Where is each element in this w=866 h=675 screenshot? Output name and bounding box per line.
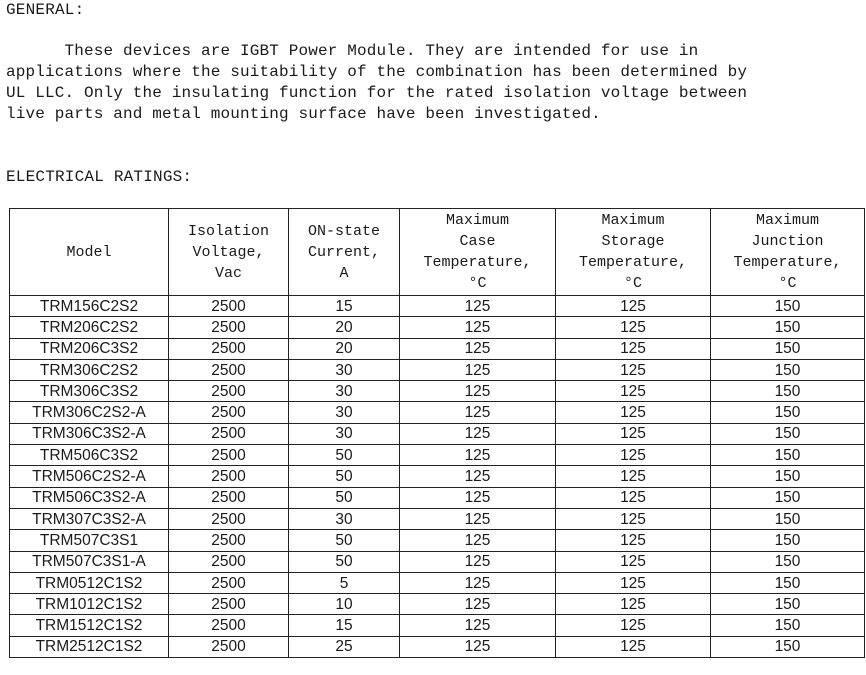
table-row xyxy=(10,594,865,615)
max-junction-temp-cell: 150 xyxy=(711,359,865,380)
on-state-current-cell: 30 xyxy=(289,381,400,402)
table-row xyxy=(10,296,865,317)
model-cell: TRM506C2S2-A xyxy=(10,466,169,487)
on-state-current-cell: 50 xyxy=(289,530,400,551)
table-row xyxy=(10,487,865,508)
max-case-temp-cell: 125 xyxy=(400,359,556,380)
isolation-voltage-cell: 2500 xyxy=(169,551,289,572)
model-cell: TRM1512C1S2 xyxy=(10,615,169,636)
table-body xyxy=(10,296,865,658)
paragraph-line: live parts and metal mounting surface have been investigated. xyxy=(6,105,601,123)
isolation-voltage-cell: 2500 xyxy=(169,508,289,529)
max-storage-temp-cell: 125 xyxy=(556,551,711,572)
isolation-voltage-cell: 2500 xyxy=(169,423,289,444)
max-storage-temp-cell: 125 xyxy=(556,466,711,487)
model-cell: TRM206C2S2 xyxy=(10,317,169,338)
max-junction-temp-cell: 150 xyxy=(711,338,865,359)
model-cell: TRM506C3S2-A xyxy=(10,487,169,508)
model-cell: TRM306C2S2-A xyxy=(10,402,169,423)
isolation-voltage-cell: 2500 xyxy=(169,487,289,508)
model-cell: TRM2512C1S2 xyxy=(10,636,169,657)
max-storage-temp-cell: 125 xyxy=(556,445,711,466)
max-junction-temp-cell: 150 xyxy=(711,317,865,338)
max-storage-temp-cell: 125 xyxy=(556,615,711,636)
electrical-ratings-table xyxy=(9,208,865,658)
max-junction-temp-cell: 150 xyxy=(711,381,865,402)
table-row xyxy=(10,359,865,380)
max-case-temp-cell: 125 xyxy=(400,381,556,402)
model-cell: TRM156C2S2 xyxy=(10,296,169,317)
max-case-temp-cell: 125 xyxy=(400,445,556,466)
column-header-max-junction-temperature: Maximum Junction Temperature, °C xyxy=(711,209,865,296)
max-case-temp-cell: 125 xyxy=(400,615,556,636)
table-row xyxy=(10,317,865,338)
column-header-max-storage-temperature: Maximum Storage Temperature, °C xyxy=(556,209,711,296)
isolation-voltage-cell: 2500 xyxy=(169,636,289,657)
on-state-current-cell: 50 xyxy=(289,466,400,487)
general-paragraph xyxy=(6,41,864,125)
max-junction-temp-cell: 150 xyxy=(711,530,865,551)
max-junction-temp-cell: 150 xyxy=(711,594,865,615)
isolation-voltage-cell: 2500 xyxy=(169,445,289,466)
max-junction-temp-cell: 150 xyxy=(711,402,865,423)
column-header-on-state-current: ON-state Current, A xyxy=(289,209,400,296)
model-cell: TRM206C3S2 xyxy=(10,338,169,359)
max-storage-temp-cell: 125 xyxy=(556,359,711,380)
model-cell: TRM306C2S2 xyxy=(10,359,169,380)
max-case-temp-cell: 125 xyxy=(400,508,556,529)
on-state-current-cell: 5 xyxy=(289,572,400,593)
isolation-voltage-cell: 2500 xyxy=(169,572,289,593)
model-cell: TRM307C3S2-A xyxy=(10,508,169,529)
on-state-current-cell: 30 xyxy=(289,402,400,423)
table-row xyxy=(10,381,865,402)
model-cell: TRM1012C1S2 xyxy=(10,594,169,615)
max-junction-temp-cell: 150 xyxy=(711,636,865,657)
max-storage-temp-cell: 125 xyxy=(556,338,711,359)
max-case-temp-cell: 125 xyxy=(400,572,556,593)
isolation-voltage-cell: 2500 xyxy=(169,615,289,636)
isolation-voltage-cell: 2500 xyxy=(169,296,289,317)
max-storage-temp-cell: 125 xyxy=(556,636,711,657)
max-storage-temp-cell: 125 xyxy=(556,594,711,615)
column-header-max-case-temperature: Maximum Case Temperature, °C xyxy=(400,209,556,296)
on-state-current-cell: 50 xyxy=(289,445,400,466)
max-case-temp-cell: 125 xyxy=(400,487,556,508)
table-row xyxy=(10,402,865,423)
table-row xyxy=(10,530,865,551)
isolation-voltage-cell: 2500 xyxy=(169,381,289,402)
max-case-temp-cell: 125 xyxy=(400,296,556,317)
on-state-current-cell: 15 xyxy=(289,615,400,636)
on-state-current-cell: 20 xyxy=(289,317,400,338)
max-junction-temp-cell: 150 xyxy=(711,296,865,317)
isolation-voltage-cell: 2500 xyxy=(169,466,289,487)
max-junction-temp-cell: 150 xyxy=(711,466,865,487)
max-junction-temp-cell: 150 xyxy=(711,508,865,529)
max-case-temp-cell: 125 xyxy=(400,423,556,444)
isolation-voltage-cell: 2500 xyxy=(169,530,289,551)
table-row xyxy=(10,423,865,444)
max-junction-temp-cell: 150 xyxy=(711,551,865,572)
max-junction-temp-cell: 150 xyxy=(711,423,865,444)
model-cell: TRM507C3S1 xyxy=(10,530,169,551)
table-row xyxy=(10,572,865,593)
model-cell: TRM306C3S2-A xyxy=(10,423,169,444)
max-storage-temp-cell: 125 xyxy=(556,296,711,317)
model-cell: TRM0512C1S2 xyxy=(10,572,169,593)
on-state-current-cell: 30 xyxy=(289,508,400,529)
max-case-temp-cell: 125 xyxy=(400,338,556,359)
on-state-current-cell: 20 xyxy=(289,338,400,359)
on-state-current-cell: 25 xyxy=(289,636,400,657)
general-heading: GENERAL: xyxy=(6,1,85,19)
max-case-temp-cell: 125 xyxy=(400,594,556,615)
max-case-temp-cell: 125 xyxy=(400,551,556,572)
on-state-current-cell: 15 xyxy=(289,296,400,317)
column-header-model: Model xyxy=(10,209,169,296)
max-case-temp-cell: 125 xyxy=(400,530,556,551)
on-state-current-cell: 50 xyxy=(289,487,400,508)
max-case-temp-cell: 125 xyxy=(400,466,556,487)
max-junction-temp-cell: 150 xyxy=(711,615,865,636)
paragraph-line: UL LLC. Only the insulating function for the rated isolation voltage between xyxy=(6,84,748,102)
on-state-current-cell: 30 xyxy=(289,423,400,444)
max-storage-temp-cell: 125 xyxy=(556,381,711,402)
isolation-voltage-cell: 2500 xyxy=(169,594,289,615)
max-storage-temp-cell: 125 xyxy=(556,423,711,444)
on-state-current-cell: 50 xyxy=(289,551,400,572)
table-row xyxy=(10,445,865,466)
max-case-temp-cell: 125 xyxy=(400,636,556,657)
model-cell: TRM507C3S1-A xyxy=(10,551,169,572)
table-row xyxy=(10,636,865,657)
isolation-voltage-cell: 2500 xyxy=(169,402,289,423)
isolation-voltage-cell: 2500 xyxy=(169,359,289,380)
model-cell: TRM306C3S2 xyxy=(10,381,169,402)
table-row xyxy=(10,551,865,572)
table-row xyxy=(10,338,865,359)
table-header-row xyxy=(10,209,865,296)
model-cell: TRM506C3S2 xyxy=(10,445,169,466)
max-storage-temp-cell: 125 xyxy=(556,487,711,508)
column-header-isolation-voltage: Isolation Voltage, Vac xyxy=(169,209,289,296)
max-junction-temp-cell: 150 xyxy=(711,445,865,466)
max-case-temp-cell: 125 xyxy=(400,317,556,338)
isolation-voltage-cell: 2500 xyxy=(169,317,289,338)
max-junction-temp-cell: 150 xyxy=(711,487,865,508)
paragraph-line: These devices are IGBT Power Module. They are intended for use in xyxy=(6,42,699,60)
table-row xyxy=(10,615,865,636)
isolation-voltage-cell: 2500 xyxy=(169,338,289,359)
on-state-current-cell: 30 xyxy=(289,359,400,380)
max-storage-temp-cell: 125 xyxy=(556,508,711,529)
max-storage-temp-cell: 125 xyxy=(556,572,711,593)
max-storage-temp-cell: 125 xyxy=(556,530,711,551)
max-storage-temp-cell: 125 xyxy=(556,402,711,423)
electrical-ratings-heading: ELECTRICAL RATINGS: xyxy=(6,168,193,186)
on-state-current-cell: 10 xyxy=(289,594,400,615)
max-junction-temp-cell: 150 xyxy=(711,572,865,593)
max-storage-temp-cell: 125 xyxy=(556,317,711,338)
table-row xyxy=(10,466,865,487)
paragraph-line: applications where the suitability of the combination has been determined by xyxy=(6,63,748,81)
table-row xyxy=(10,508,865,529)
max-case-temp-cell: 125 xyxy=(400,402,556,423)
